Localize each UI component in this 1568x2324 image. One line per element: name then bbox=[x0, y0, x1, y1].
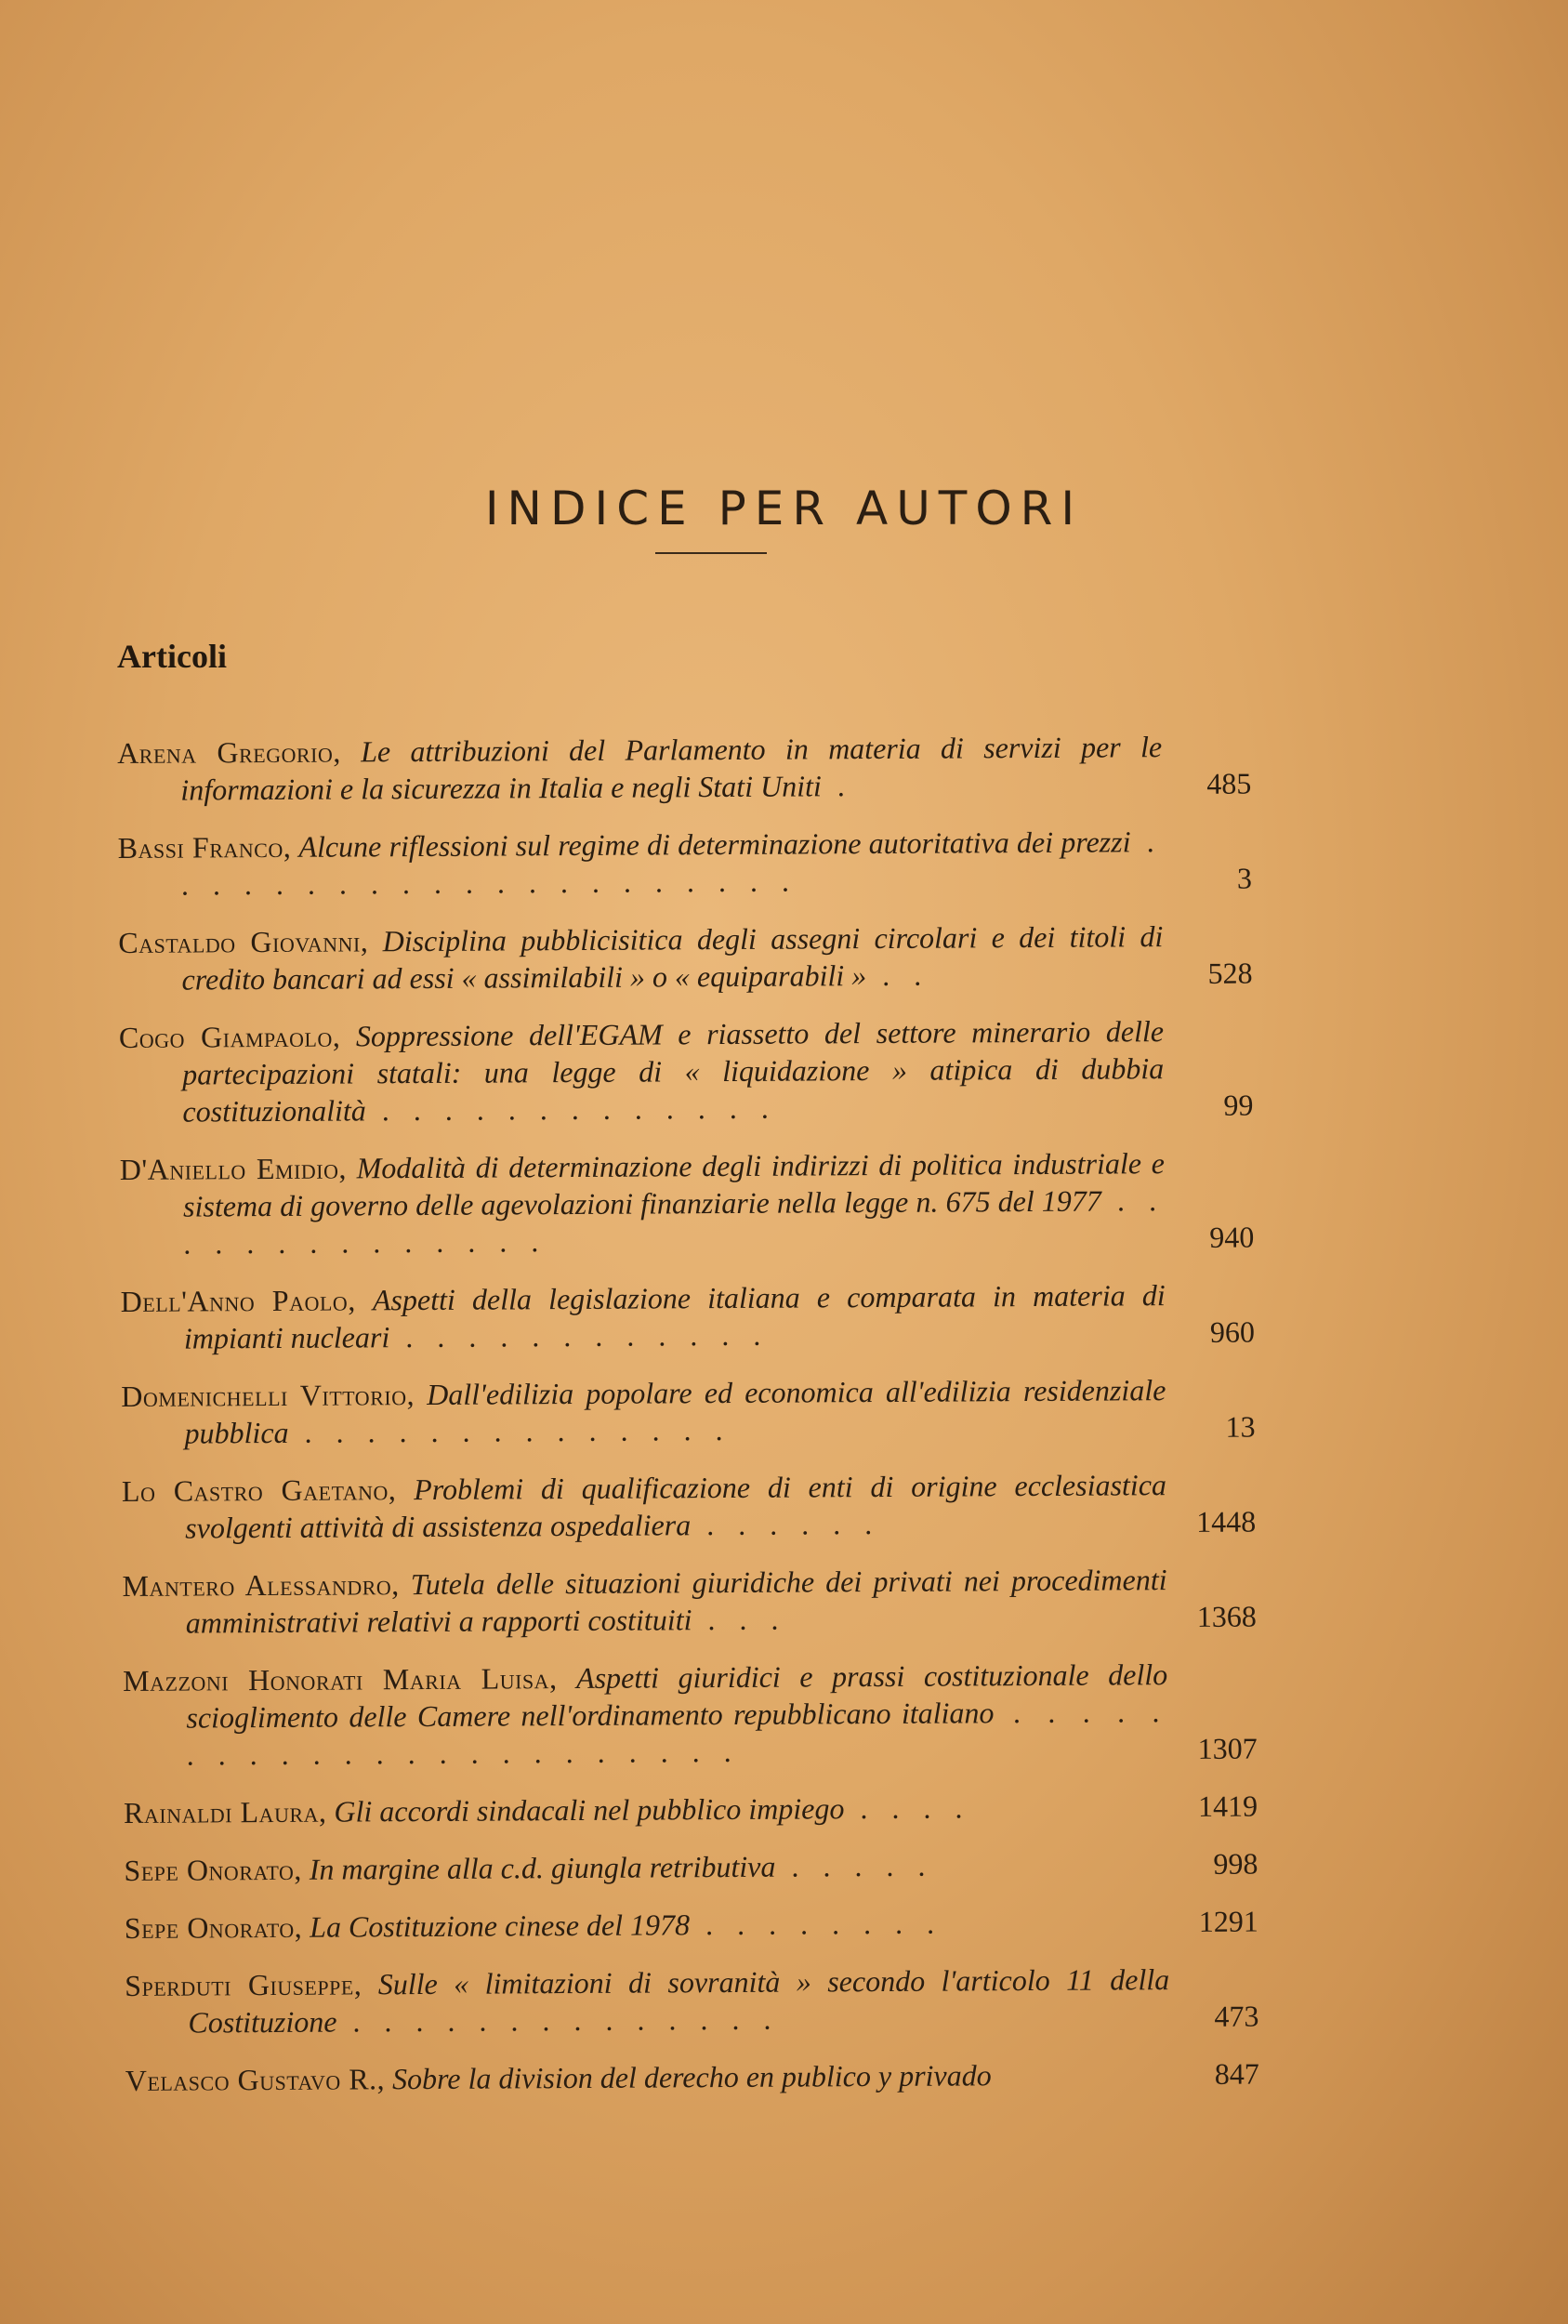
entry-text bbox=[119, 1012, 1165, 1130]
entry-text bbox=[122, 1466, 1166, 1547]
dot-leader: . . . . . . . . . . . . . bbox=[365, 1090, 777, 1128]
index-entry bbox=[117, 728, 1251, 809]
entry-title: Tutela delle situazioni giuridiche dei privati nei procedimenti amministrativi relativi a rapporti costituiti bbox=[185, 1563, 1167, 1640]
entry-page-number: 473 bbox=[1214, 1999, 1259, 2033]
index-entry bbox=[122, 1466, 1256, 1547]
entry-text bbox=[124, 1788, 1168, 1831]
dot-leader: . . . bbox=[692, 1602, 787, 1637]
entry-author: Castaldo Giovanni, bbox=[118, 924, 369, 959]
entry-page-number: 1419 bbox=[1197, 1789, 1258, 1823]
entry-text bbox=[121, 1276, 1166, 1357]
entry-title: Aspetti giuridici e prassi costituzionale dello scioglimento delle Camere nell'ordinamento repubblicano italiano bbox=[186, 1657, 1168, 1735]
entry-title: Disciplina pubblicisitica degli assegni circolari e dei titoli di credito bancari ad essi « assimilabili » o « equiparabili » bbox=[181, 919, 1164, 997]
entry-title: Modalità di determinazione degli indirizzi di politica industriale e sistema di governo delle agevolazioni finanziarie nella legge n. 675 del 1977 bbox=[182, 1146, 1165, 1223]
page-title: INDICE PER AUTORI bbox=[484, 482, 1084, 535]
entry-title: Problemi di qualificazione di enti di origine ecclesiastica svolgenti attività di assistenza ospedaliera bbox=[185, 1468, 1167, 1545]
dot-leader: . . . . bbox=[844, 1790, 971, 1826]
entry-title: Aspetti della legislazione italiana e comparata in materia di impianti nucleari bbox=[183, 1278, 1166, 1355]
entry-text bbox=[121, 1371, 1166, 1452]
entry-page-number: 485 bbox=[1206, 766, 1252, 800]
index-entry bbox=[121, 1371, 1255, 1452]
entry-title: Le attribuzioni del Parlamento in materia di servizi per le informazioni e la sicurezza in Italia e negli Stati Uniti bbox=[180, 730, 1163, 807]
index-entry bbox=[124, 1845, 1258, 1889]
dot-leader: . bbox=[821, 769, 853, 803]
dot-leader: . . . . . . . . . . . . bbox=[389, 1317, 770, 1354]
entry-author: Domenichelli Vittorio, bbox=[121, 1378, 415, 1413]
entry-text bbox=[118, 918, 1163, 998]
entry-page-number: 960 bbox=[1209, 1314, 1256, 1349]
entry-title: Sulle « limitazioni di sovranità » secondo l'articolo 11 della Costituzione bbox=[188, 1962, 1170, 2040]
entry-title: Soppressione dell'EGAM e riassetto del settore minerario delle partecipazioni statali: una legge di « liquidazione » atipica di dubbia costituzionalità bbox=[182, 1014, 1165, 1129]
entry-author: Dell'Anno Paolo, bbox=[120, 1283, 356, 1318]
entry-text bbox=[125, 1961, 1169, 2041]
index-entry bbox=[120, 1144, 1255, 1262]
entry-title: In margine alla c.d. giungla retributiva bbox=[309, 1849, 776, 1886]
dot-leader: . . . . . . . . . . . . . . bbox=[183, 1183, 1166, 1261]
entry-page-number: 1291 bbox=[1198, 1904, 1258, 1938]
index-entry bbox=[125, 2055, 1259, 2099]
entry-text bbox=[123, 1656, 1168, 1774]
entry-author: Cogo Giampaolo, bbox=[118, 1019, 341, 1054]
entry-author: Sperduti Giuseppe, bbox=[125, 1967, 362, 2002]
entry-title: La Costituzione cinese del 1978 bbox=[310, 1908, 691, 1944]
index-entry bbox=[122, 1561, 1256, 1642]
dot-leader: . . . . . . . . . . . . . . bbox=[336, 2001, 780, 2039]
entry-author: Rainaldi Laura, bbox=[123, 1794, 327, 1829]
entry-author: D'Aniello Emidio, bbox=[119, 1151, 348, 1186]
entry-text bbox=[125, 2055, 1170, 2099]
entry-text bbox=[124, 1845, 1168, 1889]
entry-author: Sepe Onorato, bbox=[124, 1909, 303, 1945]
entry-author: Velasco Gustavo R., bbox=[125, 2062, 386, 2097]
entry-text bbox=[117, 728, 1162, 809]
entry-page-number: 1368 bbox=[1196, 1599, 1257, 1633]
entry-page-number: 847 bbox=[1214, 2056, 1259, 2091]
dot-leader: . . . . . . . . . . . . . . bbox=[288, 1412, 731, 1449]
entry-text bbox=[120, 1144, 1166, 1262]
entry-page-number: 1448 bbox=[1196, 1504, 1257, 1538]
entry-title: Gli accordi sindacali nel pubblico impiego bbox=[334, 1791, 845, 1829]
index-entry bbox=[118, 823, 1252, 904]
entry-page-number: 528 bbox=[1207, 956, 1253, 990]
entry-page-number: 998 bbox=[1213, 1846, 1258, 1881]
index-entry bbox=[125, 1903, 1258, 1947]
title-divider bbox=[655, 552, 767, 554]
entry-author: Arena Gregorio, bbox=[117, 734, 341, 770]
entry-author: Mantero Alessandro, bbox=[122, 1567, 400, 1603]
entry-page-number: 3 bbox=[1236, 861, 1253, 895]
dot-leader: . . . . . . . . . . . . . . . . . . . . . . . bbox=[186, 1695, 1168, 1772]
entry-text bbox=[118, 823, 1163, 904]
entry-title: Sobre la division del derecho en publico y privado bbox=[391, 2058, 992, 2096]
entry-text bbox=[122, 1561, 1166, 1642]
section-heading: Articoli bbox=[117, 638, 227, 675]
dot-leader: . . . . . . bbox=[691, 1507, 881, 1542]
entry-author: Mazzoni Honorati Maria Luisa, bbox=[123, 1661, 558, 1697]
entry-title: Alcune riflessioni sul regime di determinazione autoritativa dei prezzi bbox=[298, 825, 1131, 864]
index-entry bbox=[119, 1012, 1254, 1130]
dot-leader: . . . . . . . . . . . . . . . . . . . . . bbox=[180, 825, 1163, 902]
index-entry bbox=[121, 1276, 1255, 1357]
entry-page-number: 99 bbox=[1223, 1088, 1254, 1122]
entry-author: Bassi Franco, bbox=[117, 829, 292, 865]
entry-page-number: 1307 bbox=[1197, 1731, 1258, 1765]
entry-list bbox=[117, 728, 1259, 2119]
index-entry bbox=[118, 918, 1252, 998]
entry-author: Lo Castro Gaetano, bbox=[121, 1472, 397, 1508]
dot-leader: . . bbox=[866, 957, 930, 993]
entry-page-number: 940 bbox=[1209, 1220, 1255, 1254]
entry-title: Dall'edilizia popolare ed economica all'edilizia residenziale pubblica bbox=[184, 1373, 1166, 1450]
dot-leader: . . . . . . . . bbox=[689, 1906, 943, 1942]
index-entry bbox=[125, 1961, 1258, 2041]
entry-text bbox=[125, 1903, 1169, 1947]
index-entry bbox=[123, 1656, 1258, 1774]
dot-leader: . . . . . bbox=[775, 1848, 934, 1883]
entry-page-number: 13 bbox=[1225, 1409, 1256, 1444]
index-entry bbox=[124, 1788, 1258, 1831]
entry-author: Sepe Onorato, bbox=[124, 1852, 302, 1887]
